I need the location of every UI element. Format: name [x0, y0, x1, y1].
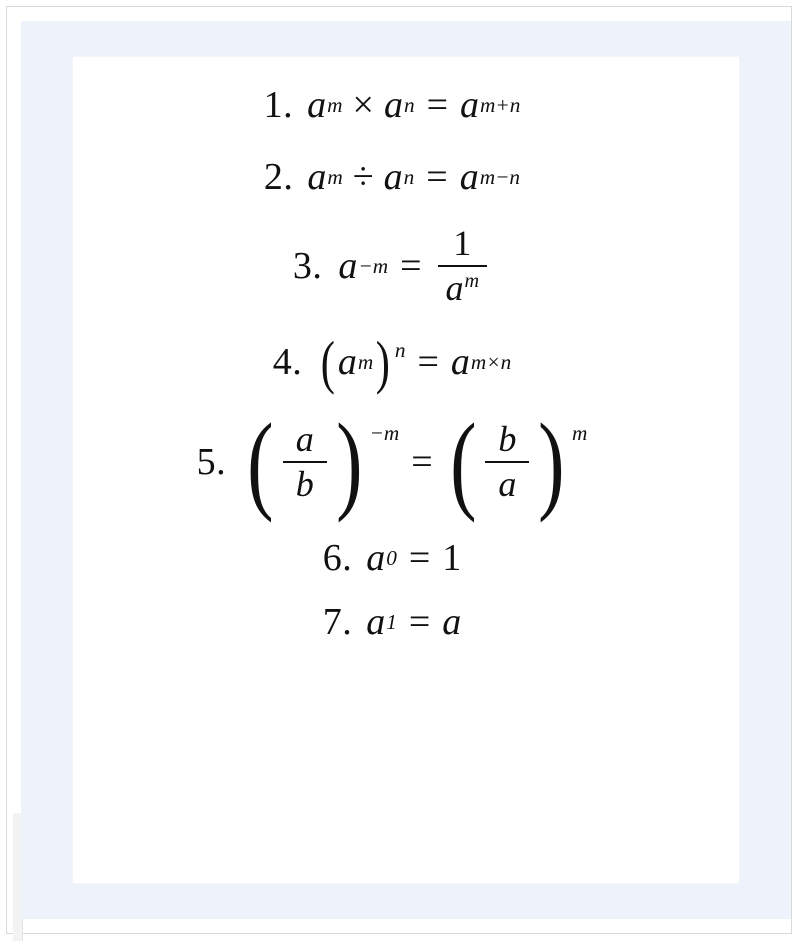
page-frame [6, 6, 792, 934]
rule-expression-3: a −m = $\frac{1}{a^m}$ [338, 225, 491, 308]
rule-4-paren-group: ( a m ) n [320, 329, 406, 395]
rule-5-right-denominator: a [498, 463, 517, 504]
rule-1-equals: = [426, 84, 449, 126]
rule-6-base: a [366, 536, 386, 579]
rule-5-left-close-paren: ) [335, 400, 363, 523]
rule-3-fraction [438, 225, 488, 308]
rule-5-equals: = [411, 441, 433, 484]
rule-expression-1: a m × a n = a m+n [307, 84, 521, 126]
rule-item-1 [59, 83, 725, 127]
rule-2-base-right: a [383, 156, 403, 198]
rule-5-right-paren-group [445, 400, 588, 523]
rule-5-left-fraction [283, 418, 327, 504]
rule-1-result-base: a [460, 84, 480, 126]
exponent-rules-list [59, 43, 725, 869]
rule-item-2 [59, 155, 725, 199]
rule-5-right-close-paren: ) [538, 400, 565, 523]
rule-3-denominator-exponent: m [464, 269, 480, 292]
rule-5-right-fraction [485, 418, 529, 504]
rule-item-6 [59, 536, 725, 580]
rule-2-equals: = [426, 156, 448, 198]
rule-4-open-paren: ( [320, 329, 336, 395]
rule-expression-5 [242, 400, 588, 523]
rule-number-6: 6. [322, 536, 353, 579]
rule-3-equals: = [400, 245, 422, 288]
rule-6-result: 1 [442, 536, 462, 579]
rule-expression-7: a 1 = a [366, 600, 462, 643]
rule-number-4: 4. [272, 341, 303, 384]
rule-3-base: a [338, 245, 358, 288]
rule-2-base-left: a [307, 156, 327, 198]
rule-7-base: a [366, 600, 386, 643]
rule-4-result-base: a [450, 341, 470, 384]
rule-3-denominator-base: a [445, 267, 464, 308]
rule-5-left-paren-group [242, 400, 400, 523]
rule-number-3: 3. [292, 245, 323, 288]
rule-5-left-numerator: a [295, 418, 314, 459]
rule-3-denominator [438, 267, 488, 308]
rule-5-right-numerator: b [498, 418, 517, 459]
rule-4-close-paren: ) [375, 329, 391, 395]
rule-4-outer-exponent: n [394, 337, 406, 362]
rule-5-left-denominator: b [295, 463, 314, 504]
rule-number-7: 7. [322, 600, 353, 643]
rule-expression-6: a 0 = 1 [366, 536, 462, 579]
rule-number-2: 2. [263, 156, 294, 198]
rule-7-result: a [442, 600, 462, 643]
rule-1-operator: × [352, 84, 374, 126]
rule-number-5: 5. [196, 441, 227, 484]
rule-item-4 [59, 329, 725, 395]
rule-3-numerator: 1 [453, 223, 472, 263]
rule-4-inner-base: a [337, 341, 357, 384]
rule-1-base-left: a [307, 84, 327, 126]
rule-7-equals: = [408, 600, 431, 643]
rule-expression-4: ( a m ) n = a m×n [318, 336, 511, 389]
rule-item-7 [59, 600, 725, 644]
rule-1-base-right: a [383, 84, 403, 126]
rule-item-3 [59, 225, 725, 308]
rule-2-operator: ÷ [352, 156, 374, 198]
rule-expression-2: a m ÷ a n = a m−n [307, 156, 521, 198]
rule-5-left-exponent: −m [369, 420, 400, 445]
rule-6-equals: = [408, 536, 431, 579]
rule-2-result-base: a [459, 156, 479, 198]
rule-5-left-open-paren: ( [247, 400, 274, 523]
rule-5-right-exponent: m [572, 420, 588, 445]
rule-number-1: 1. [263, 84, 294, 126]
rule-item-5 [59, 400, 725, 523]
rule-4-equals: = [417, 341, 439, 384]
rule-5-right-open-paren: ( [449, 400, 477, 523]
